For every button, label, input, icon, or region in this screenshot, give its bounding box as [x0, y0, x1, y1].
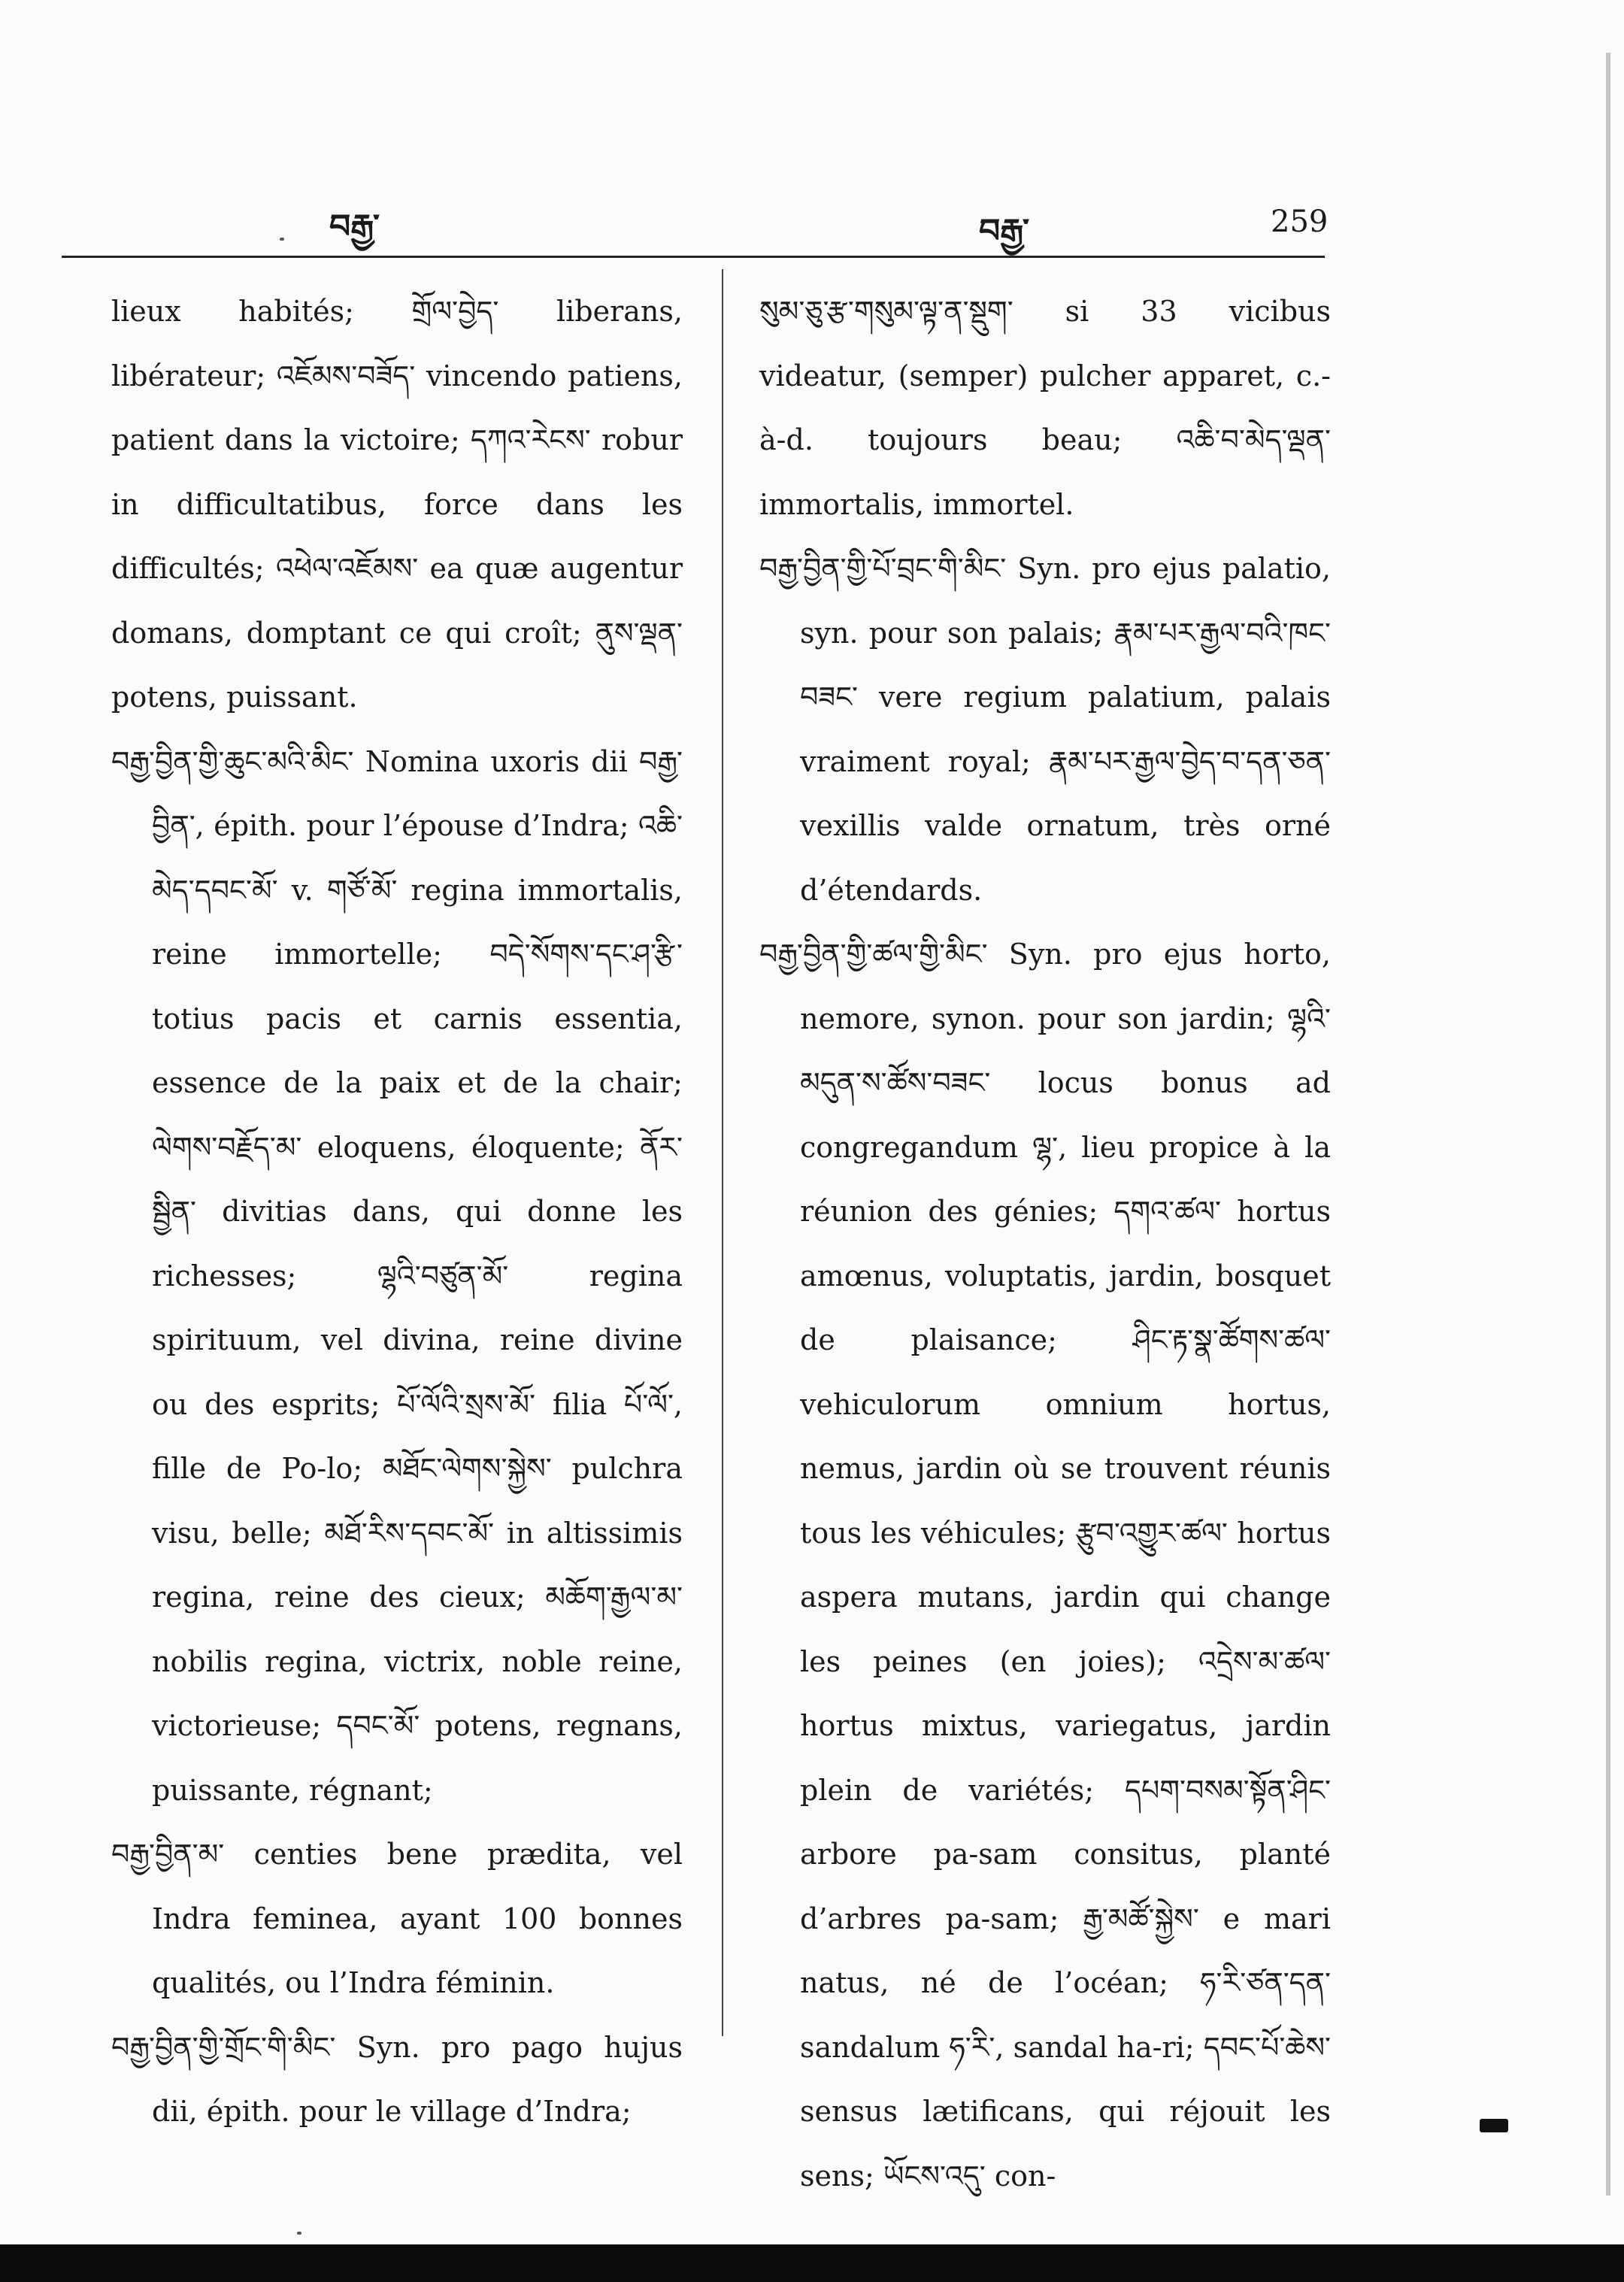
scan-bottom-band	[0, 2244, 1624, 2282]
header-rule	[62, 256, 1325, 258]
left-entry-indra-village: བརྒྱ་བྱིན་གྱི་གྲོང་གི་མིང་ Syn. pro pago hujus dii, épith. pour le village d’Indra;	[111, 2030, 683, 2128]
running-head-left: བརྒྱ་	[329, 208, 380, 246]
column-divider	[722, 269, 723, 2036]
left-entry-indra-feminine: བརྒྱ་བྱིན་མ་ centies bene prædita, vel Indra feminea, ayant 100 bonnes qualités, ou l’Indra féminin.	[111, 1838, 683, 1999]
running-head-center: བརྒྱ་	[979, 212, 1030, 250]
scan-right-edge	[1606, 53, 1610, 2196]
scan-edge-mark	[1480, 2119, 1508, 2132]
right-entry-indra-garden: བརྒྱ་བྱིན་གྱི་ཚལ་གྱི་མིང་ Syn. pro ejus horto, nemore, synon. pour son jardin; ལྷའི་མདུན་ས་ཚོས་བཟང་ locus bonus ad congregandum ལྷ་, lieu propice à la réunion des génies; དགའ་ཚལ་ hortus amœnus, voluptatis, jardin, bosquet de plaisance; ཤིང་རྟ་སྣ་ཚོགས་ཚལ་ vehiculorum omnium hortus, nemus, jardin où se trouvent réunis tous les véhicules; རྩུབ་འགྱུར་ཚལ་ hortus aspera mutans, jardin qui change les peines (en joies); འདྲེས་མ་ཚལ་ hortus mixtus, variegatus, jardin plein de variétés; དཔག་བསམ་སྟོན་ཤིང་ arbore pa-sam consitus, planté d’arbres pa-sam; རྒྱ་མཚོ་སྐྱེས་ e mari natus, né de l’océan; ཧ་རི་ཙན་དན་ sandalum ཧ་རི་, sandal ha-ri; དབང་པོ་ཆེས་ sensus lætificans, qui réjouit les sens; ཡོངས་འདུ་ con-	[759, 938, 1331, 2193]
right-entry-indra-palace: བརྒྱ་བྱིན་གྱི་པོ་བྲང་གི་མིང་ Syn. pro ejus palatio, syn. pour son palais; རྣམ་པར་རྒྱལ་བའི་ཁང་བཟང་ vere regium palatium, palais vraiment royal; རྣམ་པར་རྒྱལ་བྱེད་བ་དན་ཅན་ vexillis valde ornatum, très orné d’étendards.	[759, 552, 1331, 907]
scan-speck	[297, 2232, 301, 2235]
page-number: 259	[1271, 205, 1329, 239]
left-entry-indra-wife: བརྒྱ་བྱིན་གྱི་ཆུང་མའི་མིང་ Nomina uxoris dii བརྒྱ་བྱིན་, épith. pour l’épouse d’Indra; འཆི་མེད་དབང་མོ་ v. གཙོ་མོ་ regina immortalis, reine immortelle; བདེ་སོགས་དང་ཤ་རྩི་ totius pacis et carnis essentia, essence de la paix et de la chair; ལེགས་བརྗོད་མ་ eloquens, éloquente; ནོར་སྦྱིན་ divitias dans, qui donne les richesses; ལྷའི་བཙུན་མོ་ regina spirituum, vel divina, reine divine ou des esprits; པོ་ལོའི་སྲས་མོ་ filia པོ་ལོ་, fille de Po-lo; མཐོང་ལེགས་སྐྱེས་ pulchra visu, belle; མཐོ་རིས་དབང་མོ་ in altissimis regina, reine des cieux; མཆོག་རྒྱལ་མ་ nobilis regina, victrix, noble reine, victorieuse; དབང་མོ་ potens, regnans, puissante, régnant;	[111, 744, 683, 1807]
right-entry-continuation: སུམ་ཅུ་རྩ་གསུམ་ལྟ་ན་སྡུག་ si 33 vicibus videatur, (semper) pulcher apparet, c.-à-d. toujours beau; འཆི་བ་མེད་ལྡན་ immortalis, immortel.	[759, 295, 1331, 521]
right-column	[759, 280, 1331, 2208]
scan-speck	[280, 238, 284, 241]
left-entry-continuation: lieux habités; གྲོལ་བྱེད་ liberans, libérateur; འཇོམས་བཟོད་ vincendo patiens, patient dans la victoire; དཀའ་རེངས་ robur in difficultatibus, force dans les difficultés; འཕེལ་འཇོམས་ ea quæ augentur domans, domptant ce qui croît; ནུས་ལྡན་ potens, puissant.	[111, 295, 683, 714]
left-column	[111, 280, 683, 2144]
